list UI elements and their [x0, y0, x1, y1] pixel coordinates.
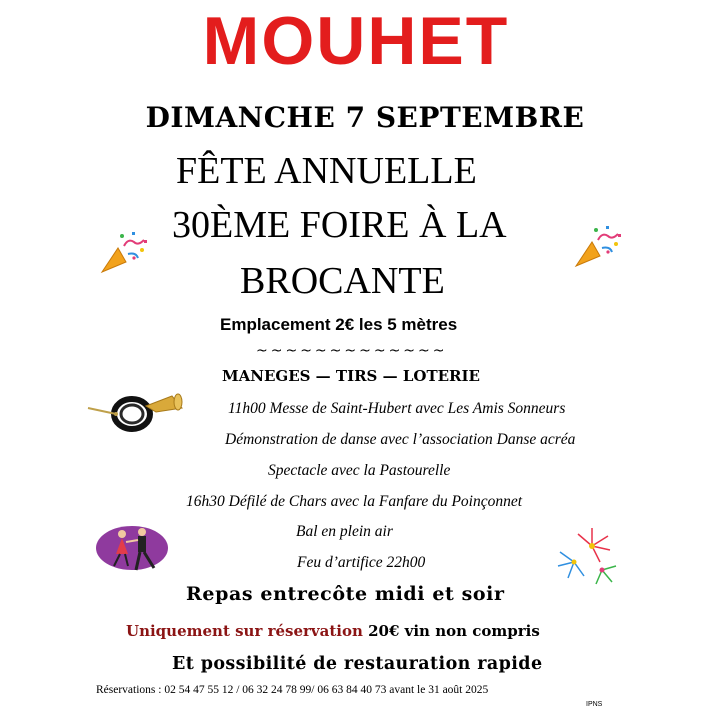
programme-item: 11h00 Messe de Saint-Hubert avec Les Amis Sonneurs [228, 400, 566, 417]
headline-line-3: BROCANTE [240, 260, 445, 302]
headline-line-1: FÊTE ANNUELLE [176, 150, 477, 192]
event-title: MOUHET [202, 3, 510, 79]
reservation-highlight: Uniquement sur réservation [126, 622, 363, 640]
headline-line-2: 30ÈME FOIRE À LA [172, 204, 507, 246]
programme-item: Spectacle avec la Pastourelle [268, 462, 451, 479]
emplacement-price: Emplacement 2€ les 5 mètres [220, 315, 458, 334]
programme-item: Feu d’artifice 22h00 [297, 554, 426, 571]
meal-info: Repas entrecôte midi et soir [186, 583, 505, 605]
fireworks-icon [552, 522, 622, 588]
reservation-price: 20€ vin non compris [362, 622, 540, 640]
quick-food-info: Et possibilité de restauration rapide [172, 654, 543, 674]
ipns-mark: IPNS [586, 701, 603, 708]
party-popper-icon [572, 222, 626, 270]
party-popper-icon [98, 228, 152, 276]
event-date: DIMANCHE 7 SEPTEMBRE [145, 101, 585, 134]
hunting-horn-icon [86, 388, 186, 438]
attractions-line: MANEGES — TIRS — LOTERIE [222, 367, 480, 385]
decorative-separator: ~~~~~~~~~~~~~ [256, 343, 448, 359]
reservation-line [126, 621, 540, 641]
dancing-couple-icon [94, 524, 170, 580]
programme-item: Bal en plein air [296, 523, 393, 540]
programme-item: Démonstration de danse avec l’association Danse acréa [225, 431, 576, 448]
reservation-phones: Réservations : 02 54 47 55 12 / 06 32 24 78 99/ 06 63 84 40 73 avant le 31 août 2025 [96, 684, 489, 696]
programme-item: 16h30 Défilé de Chars avec la Fanfare du Poinçonnet [186, 493, 523, 510]
